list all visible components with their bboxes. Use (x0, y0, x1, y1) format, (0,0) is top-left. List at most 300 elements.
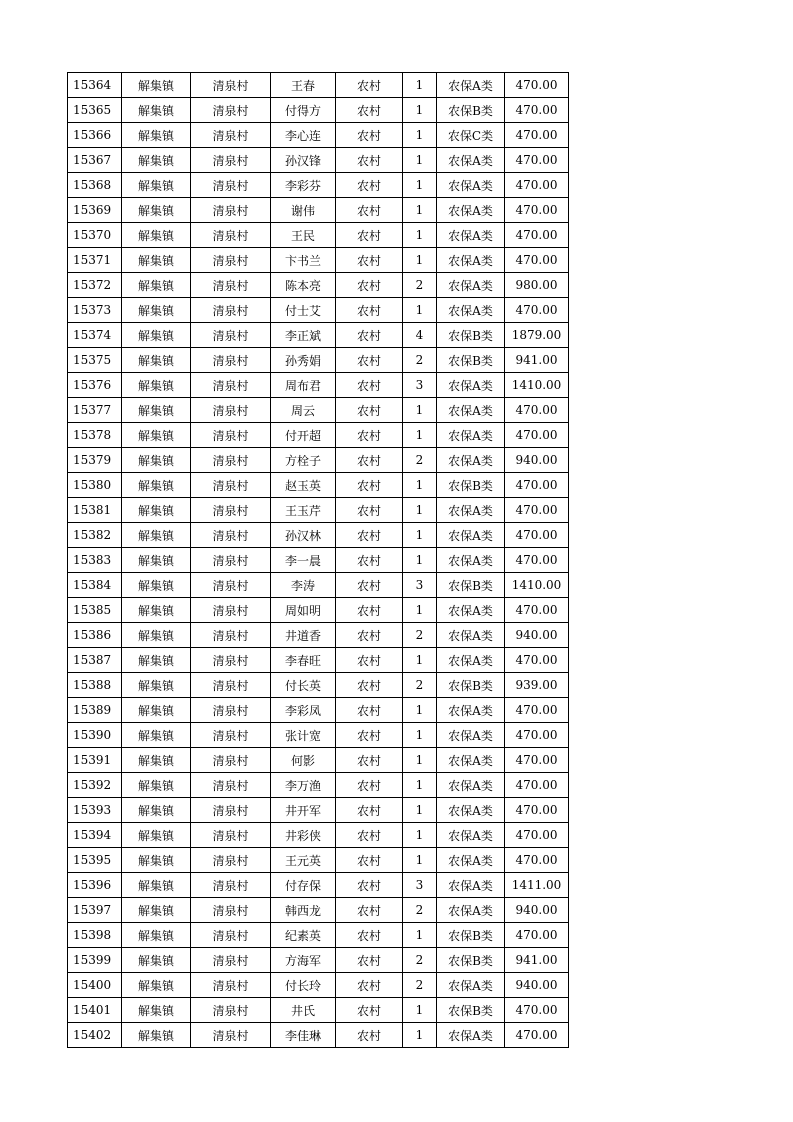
household-type-cell: 农村 (336, 848, 403, 873)
record-id-cell: 15367 (68, 148, 122, 173)
town-cell: 解集镇 (122, 223, 191, 248)
town-cell: 解集镇 (122, 148, 191, 173)
table-row (68, 898, 569, 923)
person-name-cell: 周云 (271, 398, 336, 423)
member-count-cell: 1 (403, 148, 437, 173)
household-type-cell: 农村 (336, 673, 403, 698)
amount-cell: 1410.00 (505, 573, 569, 598)
village-cell: 清泉村 (191, 423, 271, 448)
table-row (68, 248, 569, 273)
record-id-cell: 15388 (68, 673, 122, 698)
village-cell: 清泉村 (191, 273, 271, 298)
person-name-cell: 方栓子 (271, 448, 336, 473)
table-row (68, 223, 569, 248)
member-count-cell: 1 (403, 748, 437, 773)
person-name-cell: 李佳琳 (271, 1023, 336, 1048)
amount-cell: 1411.00 (505, 873, 569, 898)
insurance-category-cell: 农保A类 (437, 523, 505, 548)
member-count-cell: 1 (403, 198, 437, 223)
insurance-category-cell: 农保A类 (437, 273, 505, 298)
amount-cell: 470.00 (505, 698, 569, 723)
town-cell: 解集镇 (122, 373, 191, 398)
member-count-cell: 1 (403, 923, 437, 948)
amount-cell: 470.00 (505, 173, 569, 198)
household-type-cell: 农村 (336, 348, 403, 373)
amount-cell: 470.00 (505, 923, 569, 948)
table-row (68, 873, 569, 898)
village-cell: 清泉村 (191, 198, 271, 223)
insurance-category-cell: 农保A类 (437, 623, 505, 648)
amount-cell: 470.00 (505, 223, 569, 248)
table-row (68, 773, 569, 798)
person-name-cell: 纪素英 (271, 923, 336, 948)
amount-cell: 470.00 (505, 1023, 569, 1048)
town-cell: 解集镇 (122, 1023, 191, 1048)
town-cell: 解集镇 (122, 923, 191, 948)
record-id-cell: 15368 (68, 173, 122, 198)
insurance-category-cell: 农保A类 (437, 973, 505, 998)
household-type-cell: 农村 (336, 973, 403, 998)
amount-cell: 470.00 (505, 198, 569, 223)
town-cell: 解集镇 (122, 198, 191, 223)
table-row (68, 373, 569, 398)
member-count-cell: 2 (403, 948, 437, 973)
household-type-cell: 农村 (336, 923, 403, 948)
amount-cell: 470.00 (505, 98, 569, 123)
amount-cell: 470.00 (505, 398, 569, 423)
insurance-category-cell: 农保B类 (437, 473, 505, 498)
insurance-category-cell: 农保C类 (437, 123, 505, 148)
record-id-cell: 15365 (68, 98, 122, 123)
record-id-cell: 15393 (68, 798, 122, 823)
person-name-cell: 付士艾 (271, 298, 336, 323)
village-cell: 清泉村 (191, 973, 271, 998)
record-id-cell: 15395 (68, 848, 122, 873)
record-id-cell: 15392 (68, 773, 122, 798)
person-name-cell: 张计宽 (271, 723, 336, 748)
person-name-cell: 李涛 (271, 573, 336, 598)
insurance-category-cell: 农保A类 (437, 298, 505, 323)
member-count-cell: 1 (403, 173, 437, 198)
household-type-cell: 农村 (336, 223, 403, 248)
amount-cell: 470.00 (505, 298, 569, 323)
town-cell: 解集镇 (122, 598, 191, 623)
amount-cell: 470.00 (505, 473, 569, 498)
village-cell: 清泉村 (191, 623, 271, 648)
person-name-cell: 周布君 (271, 373, 336, 398)
insurance-category-cell: 农保A类 (437, 548, 505, 573)
record-id-cell: 15397 (68, 898, 122, 923)
amount-cell: 470.00 (505, 123, 569, 148)
village-cell: 清泉村 (191, 248, 271, 273)
insurance-category-cell: 农保A类 (437, 398, 505, 423)
household-type-cell: 农村 (336, 273, 403, 298)
household-type-cell: 农村 (336, 373, 403, 398)
member-count-cell: 2 (403, 348, 437, 373)
table-row (68, 548, 569, 573)
insurance-category-cell: 农保A类 (437, 748, 505, 773)
town-cell: 解集镇 (122, 698, 191, 723)
insurance-category-cell: 农保A类 (437, 873, 505, 898)
village-cell: 清泉村 (191, 823, 271, 848)
amount-cell: 470.00 (505, 848, 569, 873)
insurance-category-cell: 农保A类 (437, 698, 505, 723)
record-id-cell: 15401 (68, 998, 122, 1023)
town-cell: 解集镇 (122, 473, 191, 498)
insurance-category-cell: 农保A类 (437, 373, 505, 398)
person-name-cell: 付开超 (271, 423, 336, 448)
town-cell: 解集镇 (122, 748, 191, 773)
person-name-cell: 井氏 (271, 998, 336, 1023)
household-type-cell: 农村 (336, 298, 403, 323)
amount-cell: 470.00 (505, 773, 569, 798)
person-name-cell: 李一晨 (271, 548, 336, 573)
record-id-cell: 15399 (68, 948, 122, 973)
amount-cell: 940.00 (505, 898, 569, 923)
household-type-cell: 农村 (336, 998, 403, 1023)
member-count-cell: 1 (403, 498, 437, 523)
table-row (68, 748, 569, 773)
person-name-cell: 井道香 (271, 623, 336, 648)
village-cell: 清泉村 (191, 523, 271, 548)
village-cell: 清泉村 (191, 573, 271, 598)
village-cell: 清泉村 (191, 348, 271, 373)
amount-cell: 470.00 (505, 998, 569, 1023)
member-count-cell: 2 (403, 673, 437, 698)
record-id-cell: 15396 (68, 873, 122, 898)
amount-cell: 470.00 (505, 548, 569, 573)
town-cell: 解集镇 (122, 948, 191, 973)
amount-cell: 470.00 (505, 148, 569, 173)
amount-cell: 470.00 (505, 823, 569, 848)
town-cell: 解集镇 (122, 573, 191, 598)
insurance-category-cell: 农保A类 (437, 73, 505, 98)
town-cell: 解集镇 (122, 323, 191, 348)
amount-cell: 940.00 (505, 448, 569, 473)
town-cell: 解集镇 (122, 723, 191, 748)
village-cell: 清泉村 (191, 773, 271, 798)
member-count-cell: 1 (403, 798, 437, 823)
village-cell: 清泉村 (191, 648, 271, 673)
member-count-cell: 1 (403, 123, 437, 148)
insurance-category-cell: 农保A类 (437, 798, 505, 823)
town-cell: 解集镇 (122, 798, 191, 823)
household-type-cell: 农村 (336, 1023, 403, 1048)
village-cell: 清泉村 (191, 723, 271, 748)
table-row (68, 73, 569, 98)
amount-cell: 470.00 (505, 248, 569, 273)
table-row (68, 948, 569, 973)
village-cell: 清泉村 (191, 998, 271, 1023)
household-type-cell: 农村 (336, 623, 403, 648)
member-count-cell: 1 (403, 598, 437, 623)
village-cell: 清泉村 (191, 1023, 271, 1048)
person-name-cell: 孙汉锋 (271, 148, 336, 173)
town-cell: 解集镇 (122, 273, 191, 298)
table-row (68, 498, 569, 523)
household-type-cell: 农村 (336, 148, 403, 173)
table-row (68, 398, 569, 423)
village-cell: 清泉村 (191, 373, 271, 398)
household-type-cell: 农村 (336, 598, 403, 623)
record-id-cell: 15390 (68, 723, 122, 748)
insurance-category-cell: 农保A类 (437, 173, 505, 198)
table-row (68, 348, 569, 373)
person-name-cell: 李彩芬 (271, 173, 336, 198)
person-name-cell: 付长英 (271, 673, 336, 698)
member-count-cell: 1 (403, 998, 437, 1023)
amount-cell: 470.00 (505, 498, 569, 523)
record-id-cell: 15366 (68, 123, 122, 148)
record-id-cell: 15379 (68, 448, 122, 473)
household-type-cell: 农村 (336, 523, 403, 548)
village-cell: 清泉村 (191, 98, 271, 123)
village-cell: 清泉村 (191, 798, 271, 823)
insurance-category-cell: 农保A类 (437, 248, 505, 273)
village-cell: 清泉村 (191, 223, 271, 248)
record-id-cell: 15398 (68, 923, 122, 948)
member-count-cell: 1 (403, 398, 437, 423)
member-count-cell: 2 (403, 448, 437, 473)
record-id-cell: 15382 (68, 523, 122, 548)
town-cell: 解集镇 (122, 898, 191, 923)
person-name-cell: 方海军 (271, 948, 336, 973)
village-cell: 清泉村 (191, 173, 271, 198)
amount-cell: 470.00 (505, 523, 569, 548)
household-type-cell: 农村 (336, 423, 403, 448)
amount-cell: 941.00 (505, 948, 569, 973)
amount-cell: 470.00 (505, 748, 569, 773)
person-name-cell: 李春旺 (271, 648, 336, 673)
amount-cell: 1879.00 (505, 323, 569, 348)
person-name-cell: 李万渔 (271, 773, 336, 798)
table-row (68, 798, 569, 823)
village-cell: 清泉村 (191, 548, 271, 573)
town-cell: 解集镇 (122, 298, 191, 323)
insurance-category-cell: 农保B类 (437, 673, 505, 698)
village-cell: 清泉村 (191, 123, 271, 148)
record-id-cell: 15387 (68, 648, 122, 673)
record-id-cell: 15364 (68, 73, 122, 98)
insurance-category-cell: 农保A类 (437, 598, 505, 623)
record-id-cell: 15378 (68, 423, 122, 448)
person-name-cell: 陈本亮 (271, 273, 336, 298)
member-count-cell: 1 (403, 773, 437, 798)
person-name-cell: 孙秀娟 (271, 348, 336, 373)
table-row (68, 923, 569, 948)
insurance-category-cell: 农保A类 (437, 1023, 505, 1048)
village-cell: 清泉村 (191, 498, 271, 523)
table-row (68, 98, 569, 123)
town-cell: 解集镇 (122, 248, 191, 273)
household-type-cell: 农村 (336, 798, 403, 823)
person-name-cell: 李心连 (271, 123, 336, 148)
person-name-cell: 付长玲 (271, 973, 336, 998)
table-row (68, 323, 569, 348)
village-cell: 清泉村 (191, 148, 271, 173)
record-id-cell: 15394 (68, 823, 122, 848)
insurance-category-cell: 农保A类 (437, 448, 505, 473)
member-count-cell: 1 (403, 473, 437, 498)
table-row (68, 848, 569, 873)
table-row (68, 723, 569, 748)
household-type-cell: 农村 (336, 573, 403, 598)
table-row (68, 648, 569, 673)
insurance-category-cell: 农保B类 (437, 573, 505, 598)
insurance-category-cell: 农保B类 (437, 98, 505, 123)
person-name-cell: 李彩凤 (271, 698, 336, 723)
amount-cell: 470.00 (505, 723, 569, 748)
table-row (68, 573, 569, 598)
town-cell: 解集镇 (122, 873, 191, 898)
roster-body (68, 73, 569, 1048)
town-cell: 解集镇 (122, 973, 191, 998)
record-id-cell: 15377 (68, 398, 122, 423)
table-row (68, 998, 569, 1023)
insurance-category-cell: 农保B类 (437, 998, 505, 1023)
table-row (68, 198, 569, 223)
amount-cell: 940.00 (505, 973, 569, 998)
record-id-cell: 15383 (68, 548, 122, 573)
record-id-cell: 15370 (68, 223, 122, 248)
table-row (68, 823, 569, 848)
household-type-cell: 农村 (336, 198, 403, 223)
household-type-cell: 农村 (336, 873, 403, 898)
person-name-cell: 井彩侠 (271, 823, 336, 848)
table-row (68, 523, 569, 548)
insurance-category-cell: 农保A类 (437, 423, 505, 448)
amount-cell: 470.00 (505, 423, 569, 448)
insurance-category-cell: 农保B类 (437, 348, 505, 373)
record-id-cell: 15400 (68, 973, 122, 998)
household-type-cell: 农村 (336, 748, 403, 773)
table-row (68, 173, 569, 198)
person-name-cell: 王民 (271, 223, 336, 248)
record-id-cell: 15386 (68, 623, 122, 648)
member-count-cell: 1 (403, 223, 437, 248)
amount-cell: 470.00 (505, 598, 569, 623)
village-cell: 清泉村 (191, 848, 271, 873)
village-cell: 清泉村 (191, 748, 271, 773)
member-count-cell: 1 (403, 648, 437, 673)
household-type-cell: 农村 (336, 248, 403, 273)
town-cell: 解集镇 (122, 398, 191, 423)
insurance-category-cell: 农保B类 (437, 923, 505, 948)
household-type-cell: 农村 (336, 498, 403, 523)
person-name-cell: 王玉芹 (271, 498, 336, 523)
household-type-cell: 农村 (336, 548, 403, 573)
household-type-cell: 农村 (336, 948, 403, 973)
record-id-cell: 15372 (68, 273, 122, 298)
table-row (68, 673, 569, 698)
table-row (68, 973, 569, 998)
insurance-category-cell: 农保A类 (437, 723, 505, 748)
town-cell: 解集镇 (122, 823, 191, 848)
person-name-cell: 赵玉英 (271, 473, 336, 498)
town-cell: 解集镇 (122, 73, 191, 98)
amount-cell: 470.00 (505, 648, 569, 673)
village-cell: 清泉村 (191, 298, 271, 323)
person-name-cell: 李正斌 (271, 323, 336, 348)
insurance-category-cell: 农保A类 (437, 498, 505, 523)
village-cell: 清泉村 (191, 673, 271, 698)
household-type-cell: 农村 (336, 398, 403, 423)
household-type-cell: 农村 (336, 473, 403, 498)
village-cell: 清泉村 (191, 873, 271, 898)
record-id-cell: 15374 (68, 323, 122, 348)
insurance-category-cell: 农保B类 (437, 323, 505, 348)
town-cell: 解集镇 (122, 423, 191, 448)
table-row (68, 623, 569, 648)
household-type-cell: 农村 (336, 73, 403, 98)
town-cell: 解集镇 (122, 648, 191, 673)
village-cell: 清泉村 (191, 398, 271, 423)
member-count-cell: 1 (403, 848, 437, 873)
member-count-cell: 4 (403, 323, 437, 348)
village-cell: 清泉村 (191, 948, 271, 973)
amount-cell: 941.00 (505, 348, 569, 373)
person-name-cell: 付得方 (271, 98, 336, 123)
member-count-cell: 1 (403, 98, 437, 123)
record-id-cell: 15369 (68, 198, 122, 223)
insurance-category-cell: 农保A类 (437, 223, 505, 248)
record-id-cell: 15385 (68, 598, 122, 623)
insurance-category-cell: 农保A类 (437, 898, 505, 923)
member-count-cell: 3 (403, 373, 437, 398)
village-cell: 清泉村 (191, 898, 271, 923)
record-id-cell: 15371 (68, 248, 122, 273)
member-count-cell: 1 (403, 1023, 437, 1048)
household-type-cell: 农村 (336, 173, 403, 198)
table-row (68, 273, 569, 298)
household-type-cell: 农村 (336, 773, 403, 798)
table-row (68, 1023, 569, 1048)
village-cell: 清泉村 (191, 473, 271, 498)
village-cell: 清泉村 (191, 698, 271, 723)
household-type-cell: 农村 (336, 123, 403, 148)
insurance-category-cell: 农保A类 (437, 648, 505, 673)
record-id-cell: 15402 (68, 1023, 122, 1048)
person-name-cell: 付存保 (271, 873, 336, 898)
person-name-cell: 王元英 (271, 848, 336, 873)
record-id-cell: 15380 (68, 473, 122, 498)
household-type-cell: 农村 (336, 698, 403, 723)
member-count-cell: 1 (403, 823, 437, 848)
member-count-cell: 1 (403, 73, 437, 98)
town-cell: 解集镇 (122, 173, 191, 198)
household-type-cell: 农村 (336, 323, 403, 348)
household-type-cell: 农村 (336, 823, 403, 848)
household-type-cell: 农村 (336, 898, 403, 923)
member-count-cell: 1 (403, 298, 437, 323)
household-type-cell: 农村 (336, 98, 403, 123)
member-count-cell: 3 (403, 873, 437, 898)
town-cell: 解集镇 (122, 498, 191, 523)
insurance-category-cell: 农保A类 (437, 198, 505, 223)
town-cell: 解集镇 (122, 123, 191, 148)
table-row (68, 423, 569, 448)
table-row (68, 698, 569, 723)
town-cell: 解集镇 (122, 523, 191, 548)
member-count-cell: 1 (403, 523, 437, 548)
member-count-cell: 2 (403, 973, 437, 998)
roster-table (67, 72, 569, 1048)
person-name-cell: 何影 (271, 748, 336, 773)
member-count-cell: 2 (403, 623, 437, 648)
amount-cell: 980.00 (505, 273, 569, 298)
table-row (68, 148, 569, 173)
person-name-cell: 卞书兰 (271, 248, 336, 273)
